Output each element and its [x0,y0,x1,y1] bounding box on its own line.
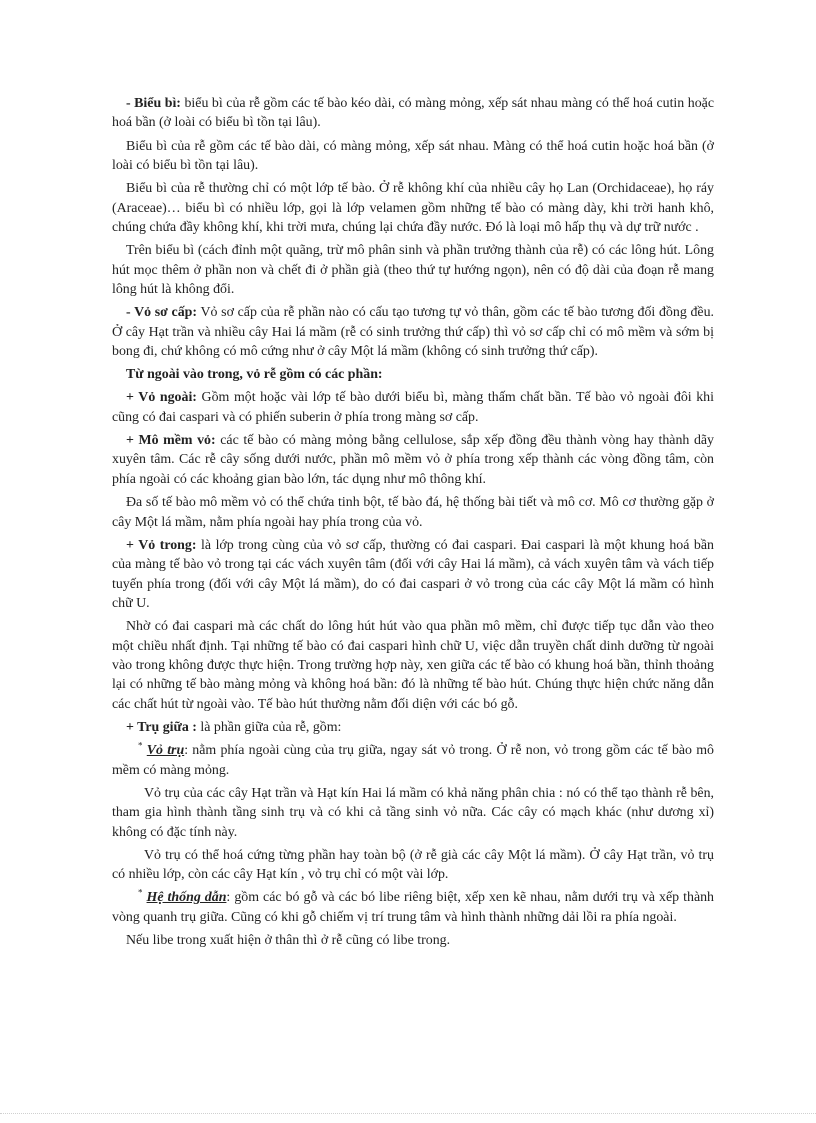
heading-he-thong-dan: Hệ thống dẫn [146,890,227,906]
paragraph-mo-mem-content [112,493,714,532]
heading-mo-mem-vo: + Mô mềm vỏ: [126,433,216,449]
paragraph-text: Nếu libe trong xuất hiện ở thân thì ở rễ cũng có libe trong. [126,933,451,948]
paragraph-bieu-bi-velamen [112,179,714,237]
paragraph-vo-ngoai [112,388,714,427]
paragraph-text: : nằm phía ngoài cùng của trụ giữa, ngay sát vỏ trong. Ở rễ non, vỏ trong gồm các tế bào mô mềm có màng mỏng. [112,743,714,778]
paragraph-text: Đa số tế bào mô mềm vỏ có thể chứa tinh bột, tế bào đá, hệ thống bài tiết và mô cơ. Mô cơ thường gặp ở cây Một lá mầm, nằm phía ngoài hay phía trong của vỏ. [112,495,714,530]
page-bottom-edge [0,1113,816,1114]
paragraph-bieu-bi-intro [112,94,714,133]
heading-vo-tru: Vỏ trụ [146,743,185,759]
paragraph-text: các tế bào có màng mỏng bằng cellulose, sắp xếp đồng đều thành vòng hay thành dãy xuyên tâm. Các rễ cây sống dưới nước, phần mô mềm vỏ ở phía trong xếp thành các vòng đồng tâm, còn phía ngoài có các khoảng gian bào lớn, tác dụng như mô thông khí. [112,433,715,487]
document-page [112,94,714,954]
paragraph-tru-giua [112,718,714,737]
paragraph-text: Gồm một hoặc vài lớp tế bào dưới biểu bì, màng thấm chất bần. Tế bào vỏ ngoài đôi khi cũng có đai caspari và có phiến suberin ở phía trong màng sơ cấp. [112,390,714,425]
bullet-star: * [138,740,143,751]
paragraph-text: biểu bì của rễ gồm các tế bào kéo dài, có màng mỏng, xếp sát nhau màng có thể hoá cutin hoặc hoá bần (ở loài có biểu bì tồn tại lâu). [112,96,714,131]
paragraph-text: là lớp trong cùng của vỏ sơ cấp, thường có đai caspari. Đai caspari là một khung hoá bần của màng tế bào vỏ trong tại các vách xuyên tâm (đối với cây Hai lá mầm), cả vách xuyên tâm và vách tiếp tuyến phía trong (đối với cây Một lá mầm), do có đai caspari ở vỏ trong của các cây Một lá mầm có hình chữ U. [112,537,714,611]
paragraph-long-hut [112,241,714,299]
paragraph-vo-tru-hardening [112,846,714,885]
heading-bieu-bi: - Biểu bì: [126,96,181,111]
paragraph-vo-trong [112,536,714,614]
paragraph-text: Biểu bì của rễ gồm các tế bào dài, có màng mỏng, xếp sát nhau. Màng có thể hoá cutin hoặc hoá bần (ở loài có biểu bì tồn tại lâu). [112,138,714,174]
heading-vo-so-cap: - Vỏ sơ cấp: [126,305,198,321]
heading-tru-giua: + Trụ giữa : [126,719,197,735]
paragraph-mo-mem-vo [112,431,714,489]
paragraph-vo-re-parts [112,365,714,384]
paragraph-vo-tru-division [112,784,714,842]
heading-vo-re-parts: Từ ngoài vào trong, vỏ rễ gồm có các phần: [126,367,383,383]
paragraph-text: Nhờ có đai caspari mà các chất do lông hút hút vào qua phần mô mềm, chỉ được tiếp tục dẫn vào theo một chiều nhất định. Tại những tế bào có đai caspari hình chữ U, việc dẫn truyền chất dinh dưỡng từ ngoài vào trong không được thực hiện. Trong trường hợp này, xen giữa các tế bào có khung hoá bần, thỉnh thoảng lại có những tế bào màng mỏng và không hoá bần: đó là những tế bào hút. Chúng thực hiện chức năng dẫn các chất hút từ ngoài vào. Tế bào hút thường nằm đối diện với các bó gỗ. [112,619,714,712]
paragraph-text: là phần giữa của rễ, gồm: [196,719,342,735]
paragraph-he-thong-dan [112,888,714,927]
bullet-star: * [138,887,143,898]
paragraph-vo-so-cap [112,303,714,361]
paragraph-text: Trên biểu bì (cách đỉnh một quãng, trừ mô phân sinh và phần trưởng thành của rễ) có các lông hút. Lông hút mọc thêm ở phần non và chết đi ở phần già (theo thứ tự hướng ngọn), nên có độ dài của đoạn rễ mang lông hút là không đổi. [112,243,714,298]
heading-vo-trong: + Vỏ trong: [126,537,197,553]
paragraph-text: Vỏ trụ có thể hoá cứng từng phần hay toàn bộ (ở rễ già các cây Một lá mầm). Ở cây Hạt trần, vỏ trụ có nhiều lớp, còn các cây Hạt kín , vỏ trụ chỉ có một vài lớp. [112,847,714,883]
heading-vo-ngoai: + Vỏ ngoài: [126,390,197,406]
paragraph-libe-trong [112,931,714,950]
paragraph-text: Biểu bì của rễ thường chỉ có một lớp tế bào. Ở rễ không khí của nhiều cây họ Lan (Orchidaceae), họ ráy (Araceae)… biểu bì có nhiều lớp, gọi là lớp velamen gồm những tế bào có màng dày, khi trời hanh khô, chúng chứa đầy không khí, khi trời mưa, chúng lại chứa đầy nước. Đó là loại mô hấp thụ và dự trữ nước . [112,181,714,236]
paragraph-text: Vỏ trụ của các cây Hạt trần và Hạt kín Hai lá mầm có khả năng phân chia : nó có thể tạo thành rễ bên, tham gia hình thành tầng sinh trụ và có khi cả tầng sinh vỏ nữa. Các cây có mạch khác (như dương xỉ) không có đặc tính này. [112,785,714,840]
paragraph-vo-tru [112,741,714,780]
paragraph-text: : gồm các bó gỗ và các bó libe riêng biệt, xếp xen kẽ nhau, nằm dưới trụ và xếp thành vòng quanh trụ giữa. Cũng có khi gỗ chiếm vị trí trung tâm và hình thành những dải lồi ra phía ngoài. [112,890,714,925]
paragraph-bieu-bi-structure [112,137,714,176]
paragraph-text: Vỏ sơ cấp của rễ phần nào có cấu tạo tương tự vỏ thân, gồm các tế bào tương đối đồng đều. Ở cây Hạt trần và nhiều cây Hai lá mầm (rễ có sinh trưởng thứ cấp) thì vỏ sơ cấp chỉ có mô mềm và sớm bị bong đi, chứ không có mô cứng như ở cây Một lá mầm (không có sinh trưởng thứ cấp). [112,305,714,360]
paragraph-dai-caspari [112,617,714,714]
